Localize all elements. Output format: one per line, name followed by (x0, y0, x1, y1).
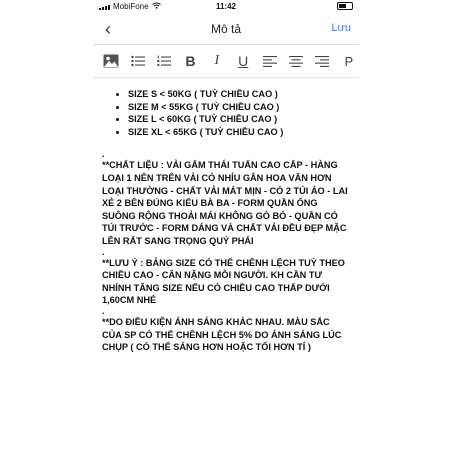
align-left-icon[interactable] (259, 50, 279, 72)
align-center-icon[interactable] (286, 50, 306, 72)
save-button[interactable]: Lưu (331, 22, 351, 34)
bullet-list-icon[interactable] (127, 50, 147, 72)
page-title: Mô tả (210, 22, 241, 36)
size-item-l: • SIZE L < 60KG ( TUỲ CHIỀU CAO ) (128, 113, 351, 126)
status-right (337, 2, 353, 10)
size-item-xl: • SIZE XL < 65KG ( TUỲ CHIỀU CAO ) (128, 126, 351, 139)
note-paragraph: **LƯU Ý : BẢNG SIZE CÓ THỂ CHÊNH LỆCH TUỲ THEO CHIỀU CAO - CÂN NẶNG MỖI NGƯỜI. KH CẦN TƯ NHÍNH TĂNG SIZE NẾU CÓ CHIỀU CAO THẤP DƯỚI 1,60CM NHÉ (102, 257, 345, 306)
description-editor[interactable] (93, 78, 359, 354)
paragraph-icon[interactable]: P (344, 53, 354, 69)
material-paragraph: **CHẤT LIỆU : VẢI GẤM THÁI TUẤN CAO CẤP - HÀNG LOẠI 1 NÊN TRÊN VẢI CÓ NHỈU GÂN HOA VĂN HƠN LOẠI THƯỜNG - CHẤT VẢI MÁT MỊN - CÓ 2 TÚI ÁO - LAI XẺ 2 BÊN ĐÚNG KIỂU BÀ BA - FORM QUẦN ỐNG SUÔNG RỘNG THOẢI MÁI KHÔNG GÒ BÓ - QUẦN CÓ TÚI TRƯỚC - FORM DÁNG VÀ CHẤT VẢI ĐỀU ĐẸP MẶC LÊN RẤT SANG TRỌNG QUÝ PHÁI (102, 160, 348, 246)
underline-icon[interactable]: U (238, 53, 249, 69)
align-right-icon[interactable] (312, 50, 332, 72)
separator-dot: . (102, 305, 105, 316)
image-icon[interactable] (101, 50, 121, 72)
size-list (102, 88, 351, 138)
separator-dot: . (102, 246, 105, 257)
separator-dot: . (102, 149, 105, 160)
italic-icon[interactable]: I (214, 53, 220, 68)
nav-bar (93, 14, 359, 45)
back-chevron-icon[interactable]: ‹ (105, 19, 111, 39)
status-bar (93, 0, 359, 14)
battery-icon (337, 2, 353, 10)
size-item-s: • SIZE S < 50KG ( TUỲ CHIỀU CAO ) (128, 88, 351, 101)
bold-icon[interactable]: B (185, 53, 196, 69)
phone-screen (93, 0, 359, 449)
size-item-m: • SIZE M < 55KG ( TUỲ CHIỀU CAO ) (128, 101, 351, 114)
formatting-toolbar (93, 45, 359, 78)
numbered-list-icon[interactable] (154, 50, 174, 72)
carrier-label: MobiFone (113, 2, 149, 11)
lighting-paragraph: **DO ĐIỀU KIỆN ÁNH SÁNG KHÁC NHAU. MÀU SẮC CỦA SP CÓ THỂ CHÊNH LỆCH 5% DO ÁNH SÁNG LÚC CHỤP ( CÓ THỂ SÁNG HƠN HOẶC TỐI HƠN TÍ ) (102, 316, 342, 353)
clock: 11:42 (215, 2, 237, 11)
